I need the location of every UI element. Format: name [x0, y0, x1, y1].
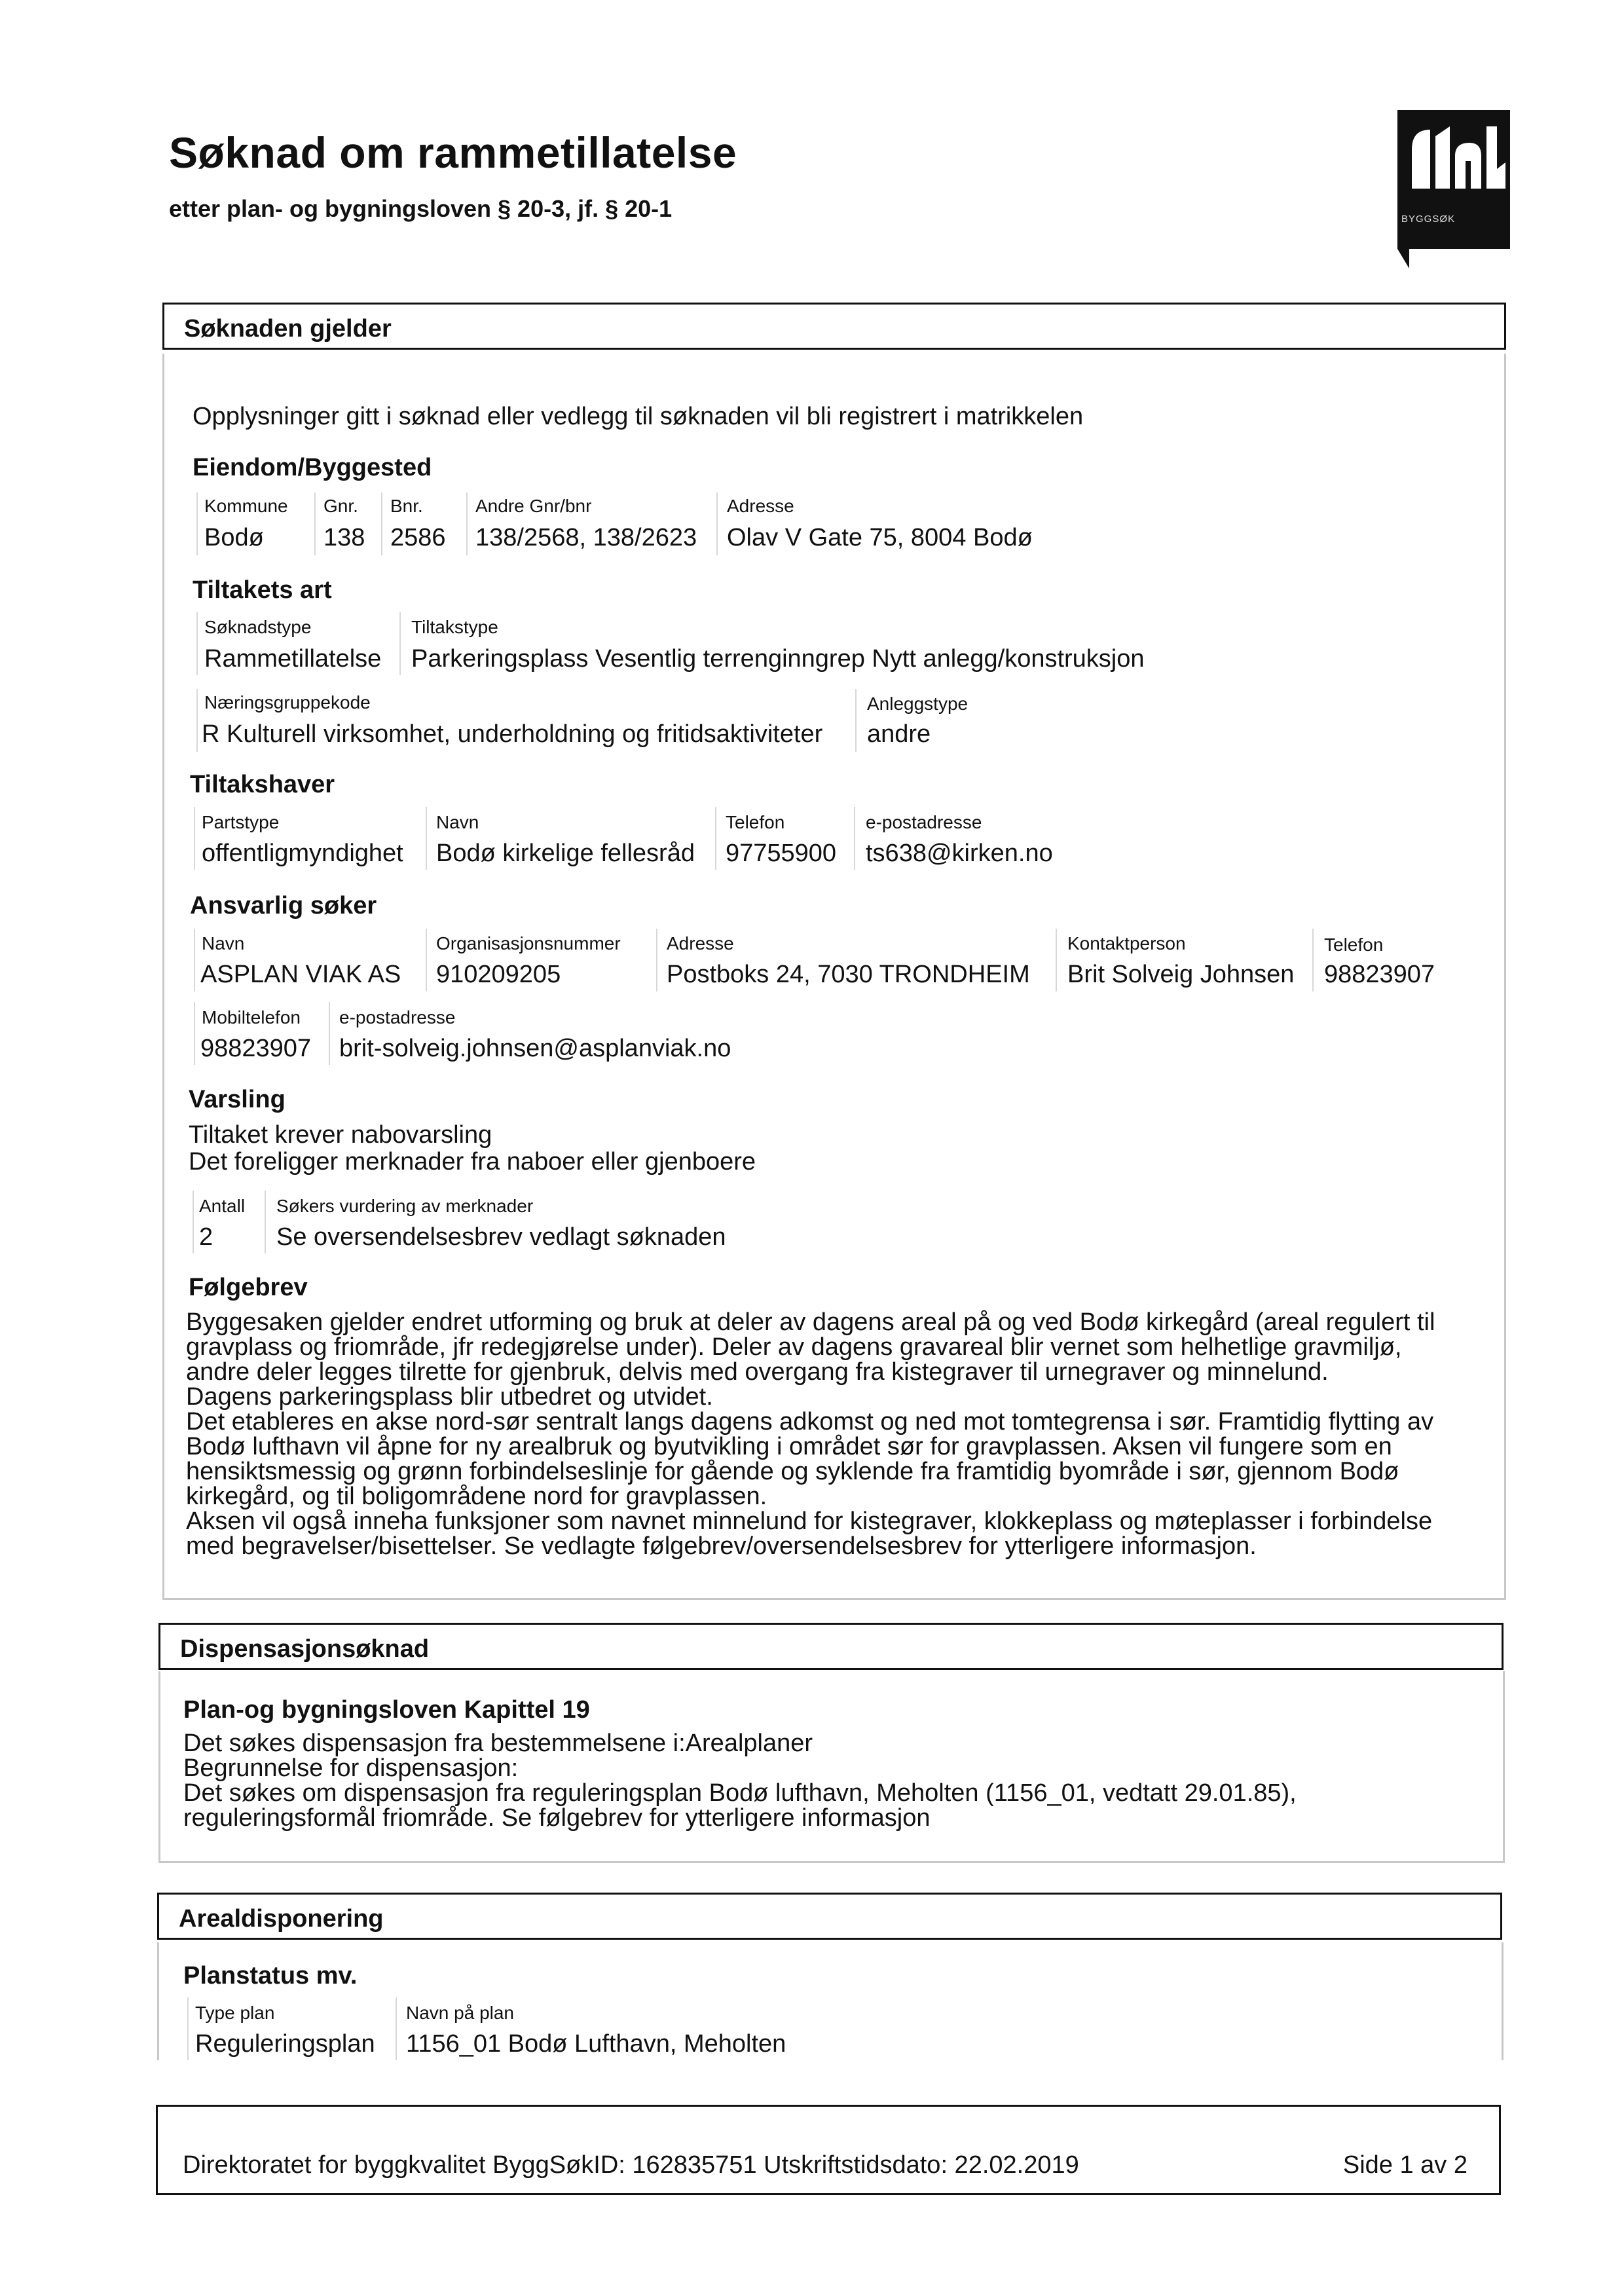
field-divider [194, 807, 195, 870]
partstype-value: offentligmyndighet [202, 840, 403, 867]
dispensasjon-line: Begrunnelse for dispensasjon: [183, 1754, 519, 1782]
field-divider [187, 1997, 189, 2060]
type-plan-value: Reguleringsplan [195, 2030, 375, 2058]
kontaktperson-label: Kontaktperson [1067, 933, 1186, 954]
folgebrev-line: hensiktsmessig og grønn forbindelseslinje for gående og syklende fra framtidig byområde i sør, gjennom Bodø [186, 1458, 1399, 1485]
dispensasjon-header [158, 1623, 1504, 1670]
folgebrev-line: kirkegård, og til boligområdene nord for gravplassen. [186, 1483, 767, 1510]
logo-text: BYGGSØK [1401, 213, 1456, 225]
byggsok-logo [1397, 110, 1510, 249]
varsling-line-1: Tiltaket krever nabovarsling [189, 1121, 492, 1149]
antall-label: Antall [199, 1196, 246, 1216]
folgebrev-line: Bodø lufthavn vil åpne for ny arealbruk og byutvikling i området sør for gravplassen. Aksen vil fungere som en [186, 1433, 1392, 1460]
section-title: Dispensasjonsøknad [180, 1635, 430, 1663]
vurdering-label: Søkers vurdering av merknader [276, 1196, 534, 1216]
field-divider [855, 689, 857, 752]
section-title: Arealdisponering [179, 1905, 384, 1933]
varsling-heading: Varsling [189, 1086, 286, 1113]
logo-wedge [1397, 249, 1409, 268]
vurdering-value: Se oversendelsesbrev vedlagt søknaden [276, 1223, 726, 1251]
plan-navn-label: Navn på plan [406, 2003, 515, 2023]
varsling-line-2: Det foreligger merknader fra naboer eller gjenboere [189, 1148, 756, 1176]
field-divider [193, 1191, 194, 1253]
tiltakshaver-heading: Tiltakshaver [190, 771, 335, 798]
dispensasjon-line: reguleringsformål friområde. Se følgebrev for ytterligere informasjon [183, 1804, 931, 1832]
andre-gnrbnr-value: 138/2568, 138/2623 [475, 524, 697, 551]
tiltakshaver-telefon-value: 97755900 [726, 840, 837, 867]
naeringsgruppekode-label: Næringsgruppekode [204, 692, 371, 713]
document-title: Søknad om rammetillatelse [169, 128, 737, 177]
field-divider [426, 807, 427, 870]
soker-epost-label: e-postadresse [339, 1007, 456, 1028]
anleggstype-label: Anleggstype [867, 694, 969, 714]
adresse-value: Olav V Gate 75, 8004 Bodø [727, 524, 1033, 551]
folgebrev-line: gravplass og friområde, jfr redegjørelse under). Deler av dagens gravareal blir vernet som helhetlige gravmiljø, [186, 1333, 1402, 1361]
folgebrev-line: Aksen vil også inneha funksjoner som navnet minnelund for kistegraver, klokkeplass og møteplasser i forbindelse [186, 1508, 1433, 1535]
field-divider [194, 929, 195, 991]
orgnr-value: 910209205 [436, 961, 561, 988]
folgebrev-line: Dagens parkeringsplass blir utbedret og utvidet. [186, 1383, 713, 1411]
footer-info: Direktoratet for byggkvalitet ByggSøkID: 162835751 Utskriftstidsdato: 22.02.2019 [183, 2151, 1079, 2179]
soker-adresse-value: Postboks 24, 7030 TRONDHEIM [667, 961, 1030, 988]
soknadstype-label: Søknadstype [204, 617, 312, 637]
field-divider [426, 929, 427, 991]
field-divider [715, 807, 716, 870]
arealdisponering-header [157, 1893, 1502, 1940]
dispensasjon-line: Det søkes om dispensasjon fra reguleringsplan Bodø lufthavn, Meholten (1156_01, vedtatt 29.01.85), [183, 1779, 1297, 1807]
eiendom-heading: Eiendom/Byggested [193, 454, 432, 481]
tiltakshaver-navn-value: Bodø kirkelige fellesråd [436, 840, 695, 867]
gnr-label: Gnr. [323, 496, 358, 516]
field-divider [396, 1997, 397, 2060]
mobil-value: 98823907 [200, 1035, 312, 1062]
field-divider [265, 1191, 266, 1253]
soker-navn-label: Navn [202, 933, 245, 954]
soker-telefon-value: 98823907 [1324, 961, 1435, 988]
adresse-label: Adresse [727, 496, 794, 516]
field-divider [196, 612, 198, 675]
field-divider [399, 612, 401, 675]
document-subtitle: etter plan- og bygningsloven § 20-3, jf. § 20-1 [169, 195, 673, 222]
registration-intro: Opplysninger gitt i søknad eller vedlegg til søknaden vil bli registrert i matrikkelen [193, 403, 1084, 430]
field-divider [314, 492, 316, 555]
tiltakstype-label: Tiltakstype [411, 617, 498, 637]
page-number: Side 1 av 2 [1342, 2151, 1467, 2179]
kommune-value: Bodø [204, 524, 264, 551]
field-divider [854, 807, 855, 870]
planstatus-heading: Planstatus mv. [183, 1962, 358, 1990]
field-divider [466, 492, 468, 555]
folgebrev-line: med begravelser/bisettelser. Se vedlagte følgebrev/oversendelsesbrev for ytterligere informasjon. [186, 1532, 1257, 1560]
soknadstype-value: Rammetillatelse [204, 645, 382, 673]
andre-gnrbnr-label: Andre Gnr/bnr [475, 496, 592, 516]
tiltakstype-value: Parkeringsplass Vesentlig terrenginngrep Nytt anlegg/konstruksjon [411, 645, 1145, 673]
soker-navn-value: ASPLAN VIAK AS [200, 961, 401, 988]
type-plan-label: Type plan [195, 2003, 275, 2023]
tiltakshaver-epost-label: e-postadresse [866, 812, 982, 832]
naeringsgruppekode-value: R Kulturell virksomhet, underholdning og fritidsaktiviteter [202, 720, 823, 748]
ansvarlig-soker-heading: Ansvarlig søker [190, 892, 377, 919]
tiltakshaver-telefon-label: Telefon [726, 812, 785, 832]
field-divider [196, 689, 198, 752]
partstype-label: Partstype [202, 812, 280, 832]
kontaktperson-value: Brit Solveig Johnsen [1067, 961, 1295, 988]
page-footer [156, 2105, 1501, 2195]
soknaden-gjelder-header [162, 303, 1506, 350]
folgebrev-line: andre deler legges tilrette for gjenbruk, delvis med overgang fra kistegraver til urnegraver og minnelund. [186, 1358, 1329, 1386]
tiltakshaver-navn-label: Navn [436, 812, 479, 832]
soker-epost-value: brit-solveig.johnsen@asplanviak.no [339, 1035, 731, 1062]
field-divider [716, 492, 718, 555]
field-divider [329, 1002, 330, 1065]
dispensasjon-line: Det søkes dispensasjon fra bestemmelsene i:Arealplaner [183, 1730, 813, 1757]
orgnr-label: Organisasjonsnummer [436, 933, 621, 954]
folgebrev-line: Det etableres en akse nord-sør sentralt langs dagens adkomst og ned mot tomtegrensa i sør. Framtidig flytting av [186, 1408, 1434, 1435]
anleggstype-value: andre [867, 720, 931, 748]
field-divider [1056, 929, 1057, 991]
byggsok-logo-icon [1397, 110, 1510, 208]
field-divider [656, 929, 657, 991]
soker-telefon-label: Telefon [1324, 935, 1384, 955]
bnr-value: 2586 [390, 524, 446, 551]
field-divider [381, 492, 382, 555]
plan-navn-value: 1156_01 Bodø Lufthavn, Meholten [406, 2030, 786, 2058]
antall-value: 2 [199, 1223, 213, 1251]
plan-kapittel-heading: Plan-og bygningsloven Kapittel 19 [183, 1696, 590, 1724]
kommune-label: Kommune [204, 496, 288, 516]
field-divider [194, 1002, 195, 1065]
soker-adresse-label: Adresse [667, 933, 734, 954]
tiltakshaver-epost-value: ts638@kirken.no [866, 840, 1053, 867]
folgebrev-line: Byggesaken gjelder endret utforming og bruk at deler av dagens areal på og ved Bodø kirkegård (areal regulert til [186, 1308, 1435, 1336]
section-title: Søknaden gjelder [184, 315, 392, 343]
field-divider [1312, 929, 1314, 991]
field-divider [196, 492, 198, 555]
folgebrev-heading: Følgebrev [189, 1274, 308, 1301]
tiltakets-art-heading: Tiltakets art [193, 576, 332, 604]
gnr-value: 138 [323, 524, 365, 551]
mobil-label: Mobiltelefon [202, 1007, 301, 1028]
bnr-label: Bnr. [390, 496, 423, 516]
